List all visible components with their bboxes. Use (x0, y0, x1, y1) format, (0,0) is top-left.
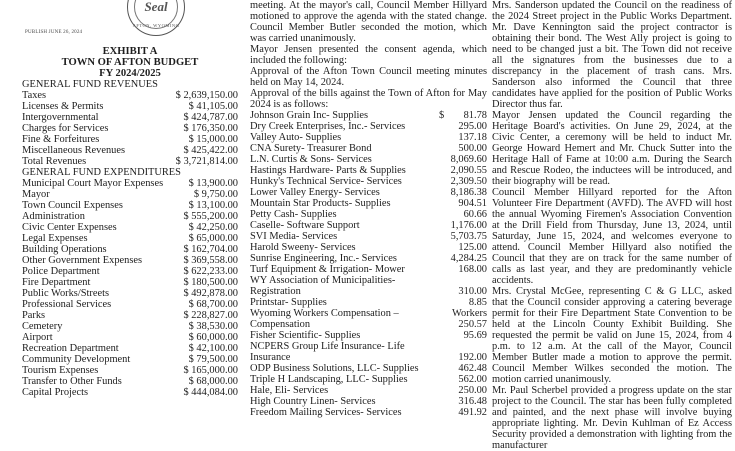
line-item-amount: $ 492,878.00 (183, 288, 238, 299)
line-item-label: Town Council Expenses (22, 200, 123, 211)
bill-amount: 491.92 (458, 407, 487, 418)
line-item-amount: $ 622,233.00 (183, 266, 238, 277)
paragraph: Council Member Hillyard reported for the Afton Volunteer Fire Department (AVFD). The AVFD will host the annual Wyoming Firemen's Association Convention at the Drill Field from Thursday, June 13, 2024, until Saturday, June 15, 2024, and welcomes everyone to attend. Council Member Hillyard also notified the Council that they are on track for the same number of calls as last year, and they are predominantly vehicle accidents. (492, 187, 732, 286)
bill-row (250, 143, 487, 154)
bill-payee: Hastings Hardware- Parts & Supplies (250, 165, 406, 176)
line-item-label: Taxes (22, 90, 47, 101)
bill-payee: Mountain Star Products- Supplies (250, 198, 391, 209)
line-item-amount: $ 42,100.00 (188, 343, 238, 354)
line-item-amount: $ 13,100.00 (188, 200, 238, 211)
budget-row (22, 299, 238, 310)
line-item-label: Total Revenues (22, 156, 87, 167)
bill-row (250, 308, 487, 319)
line-item-amount: $ 68,700.00 (188, 299, 238, 310)
line-item-amount: $ 42,250.00 (188, 222, 238, 233)
bill-row (250, 176, 487, 187)
fiscal-year: FY 2024/2025 (99, 68, 161, 79)
bill-row (250, 319, 487, 330)
bill-amount: 562.00 (458, 374, 487, 385)
line-item-amount: $ 2,639,150.00 (175, 90, 238, 101)
bill-row (250, 220, 487, 231)
bill-payee: SVI Media- Services (250, 231, 338, 242)
bill-payee: Lower Valley Energy- Services (250, 187, 380, 198)
paragraph: Approval of the Afton Town Council meeting minutes held on May 14, 2024. (250, 66, 487, 88)
exhibit-title: EXHIBIT A (102, 46, 158, 57)
bill-payee: Johnson Grain Inc- Supplies (250, 110, 369, 121)
budget-row (22, 244, 238, 255)
bill-row (250, 209, 487, 220)
bill-payee: Turf Equipment & Irrigation- Mower (250, 264, 405, 275)
budget-row (22, 288, 238, 299)
bill-row (250, 297, 487, 308)
line-item-label: Community Development (22, 354, 131, 365)
budget-row (22, 211, 238, 222)
line-item-amount: $ 41,105.00 (188, 101, 238, 112)
line-item-label: Recreation Department (22, 343, 119, 354)
bill-payee: High Country Linen- Services (250, 396, 376, 407)
budget-row (22, 156, 238, 167)
line-item-label: Cemetery (22, 321, 63, 332)
bill-payee: Compensation (250, 319, 311, 330)
bill-payee: Caselle- Software Support (250, 220, 360, 231)
bill-payee: Harold Sweeny- Services (250, 242, 356, 253)
paragraph: meeting. At the mayor's call, Council Member Hillyard motioned to approve the agenda with the stated change. Council Member Butler seconded the motion, which was carried unanimously. (250, 0, 487, 44)
line-item-amount: $ 68,000.00 (188, 376, 238, 387)
bill-amount: 95.69 (463, 330, 487, 341)
line-item-amount: $ 65,000.00 (188, 233, 238, 244)
line-item-amount: $ 176,350.00 (183, 123, 238, 134)
bill-amount: 5,703.75 (450, 231, 487, 242)
budget-row (22, 310, 238, 321)
bill-amount: 125.00 (458, 242, 487, 253)
line-item-amount: $ 369,558.00 (183, 255, 238, 266)
bill-row (250, 154, 487, 165)
paragraph: Mayor Jensen updated the Council regarding the Heritage Board's activities. On June 29, 2024, at the Civic Center, a ceremony will be held to induct Mr. George Howard Hemert and Mr. Chuck Sutter into the Heritage Hall of Fame at 10:00 a.m. During the Search and Rescue Rodeo, the inductees will be introduced, and their biography will be read. (492, 110, 732, 187)
bill-amount: 137.18 (458, 132, 487, 143)
bill-row (250, 132, 487, 143)
line-item-amount: $ 60,000.00 (188, 332, 238, 343)
bill-amount: 250.57 (458, 319, 487, 330)
budget-row (22, 343, 238, 354)
bill-amount: 316.48 (458, 396, 487, 407)
budget-row (22, 266, 238, 277)
publish-date: PUBLISH JUNE 26, 2024 (25, 30, 83, 35)
budget-row (22, 222, 238, 233)
bill-payee: ODP Business Solutions, LLC- Supplies (250, 363, 419, 374)
budget-table (22, 79, 238, 398)
bill-row (250, 374, 487, 385)
paragraph: Approval of the bills against the Town of Afton for May 2024 is as follows: (250, 88, 487, 110)
line-item-amount: $ 424,787.00 (183, 112, 238, 123)
budget-row (22, 233, 238, 244)
line-item-amount: $ 38,530.00 (188, 321, 238, 332)
bill-row (250, 110, 487, 121)
bill-payee: NCPERS Group Life Insurance- Life Insurance (250, 341, 405, 363)
budget-row (22, 376, 238, 387)
bill-amount: 2,090.55 (450, 165, 487, 176)
line-item-amount: $ 444,084.00 (183, 387, 238, 398)
line-item-amount: $ 3,721,814.00 (175, 156, 238, 167)
budget-row (22, 387, 238, 398)
bill-row (250, 231, 487, 242)
bill-payee: Dry Creek Enterprises, Inc.- Services (250, 121, 406, 132)
line-item-label: Miscellaneous Revenues (22, 145, 126, 156)
budget-row (22, 90, 238, 101)
bill-payee: Freedom Mailing Services- Services (250, 407, 402, 418)
bill-amount: 60.66 (463, 209, 487, 220)
line-item-label: Other Government Expenses (22, 255, 143, 266)
line-item-amount: $ 228,827.00 (183, 310, 238, 321)
line-item-amount: $ 555,200.00 (183, 211, 238, 222)
line-item-label: Civic Center Expenses (22, 222, 117, 233)
minutes-column-3 (492, 0, 732, 451)
budget-row (22, 112, 238, 123)
bill-amount: 4,284.25 (450, 253, 487, 264)
bill-row (250, 253, 487, 264)
bill-amount: 1,176.00 (450, 220, 487, 231)
bill-amount: 8,069.60 (450, 154, 487, 165)
paragraph: Mayor Jensen presented the consent agenda, which included the following: (250, 44, 487, 66)
bill-row (250, 330, 487, 341)
bill-payee: Triple H Landscaping, LLC- Supplies (250, 374, 408, 385)
line-item-label: Capital Projects (22, 387, 89, 398)
bill-row (250, 165, 487, 176)
bill-amount: 250.00 (458, 385, 487, 396)
budget-row (22, 200, 238, 211)
line-item-amount: $ 165,000.00 (183, 365, 238, 376)
bill-amount: 462.48 (458, 363, 487, 374)
bill-payee: Hunky's Technical Service- Services (250, 176, 402, 187)
bill-row (250, 385, 487, 396)
bill-row (250, 187, 487, 198)
budget-row (22, 365, 238, 376)
bill-amount: 8.85 (468, 297, 487, 308)
budget-row (22, 123, 238, 134)
bill-payee: Petty Cash- Supplies (250, 209, 337, 220)
expenditures-heading: GENERAL FUND EXPENDITURES (22, 167, 181, 178)
budget-row (22, 134, 238, 145)
bill-payee: CNA Surety- Treasurer Bond (250, 143, 372, 154)
bill-amount: 8,186.38 (450, 187, 487, 198)
bill-amount: 500.00 (458, 143, 487, 154)
line-item-label: Licenses & Permits (22, 101, 104, 112)
line-item-label: Tourism Expenses (22, 365, 99, 376)
revenues-heading: GENERAL FUND REVENUES (22, 79, 158, 90)
line-item-amount: $ 9,750.00 (193, 189, 238, 200)
bill-row (250, 396, 487, 407)
line-item-label: Police Department (22, 266, 100, 277)
budget-row (22, 321, 238, 332)
bill-amount: 295.00 (458, 121, 487, 132)
bill-amount: 192.00 (458, 352, 487, 363)
bill-payee: Fisher Scientific- Supplies (250, 330, 361, 341)
dollar-sign: $ (439, 110, 445, 121)
budget-row (22, 332, 238, 343)
bill-payee: WY Association of Municipalities- Registration (250, 275, 396, 297)
bill-row (250, 242, 487, 253)
line-item-label: Fine & Forfeitures (22, 134, 100, 145)
budget-row (22, 145, 238, 156)
line-item-amount: $ 79,500.00 (188, 354, 238, 365)
line-item-label: Building Operations (22, 244, 107, 255)
bill-payee: Printstar- Supplies (250, 297, 327, 308)
line-item-label: Administration (22, 211, 85, 222)
bill-row (250, 198, 487, 209)
line-item-label: Legal Expenses (22, 233, 88, 244)
bill-amount: Workers (452, 308, 487, 319)
bills-list (250, 110, 487, 418)
line-item-label: Mayor (22, 189, 50, 200)
town-seal: Seal AFTON, WYOMING (127, 0, 185, 36)
line-item-label: Intergovernmental (22, 112, 99, 123)
paragraph: Mrs. Crystal McGee, representing C & G LLC, asked that the Council consider approving a catering beverage permit for their Fire Department State Convention to be held at the Lincoln County Exhibit Building. She requested the permit be valid on June 15, 2024, from 4 p.m. to 12 a.m. At the call of the Mayor, Council Member Butler made a motion to approve the permit. Council Member Wilkes seconded the motion. The motion carried unanimously. (492, 286, 732, 385)
minutes-column-2 (250, 0, 487, 418)
bill-row (250, 407, 487, 418)
line-item-label: Parks (22, 310, 46, 321)
budget-row (22, 354, 238, 365)
bill-row (250, 363, 487, 374)
line-item-label: Public Works/Streets (22, 288, 110, 299)
line-item-label: Airport (22, 332, 53, 343)
bill-payee: Sunrise Engineering, Inc.- Services (250, 253, 397, 264)
line-item-label: Fire Department (22, 277, 91, 288)
line-item-label: Charges for Services (22, 123, 109, 134)
bill-row (250, 264, 487, 275)
bill-payee: L.N. Curtis & Sons- Services (250, 154, 372, 165)
bill-payee: Valley Auto- Supplies (250, 132, 342, 143)
budget-row (22, 189, 238, 200)
line-item-label: Transfer to Other Funds (22, 376, 122, 387)
budget-row (22, 277, 238, 288)
bill-row (250, 121, 487, 132)
line-item-amount: $ 180,500.00 (183, 277, 238, 288)
line-item-amount: $ 15,000.00 (188, 134, 238, 145)
line-item-label: Professional Services (22, 299, 112, 310)
paragraph: Mr. Paul Scherbel provided a progress update on the star project to the Council. The star has been fully completed and painted, and the next phase will involve buying appropriate lighting. Mr. Devin Kuhlman of Ez Access Security provided a demonstration with lighting from the manufacturer (492, 385, 732, 451)
budget-title: TOWN OF AFTON BUDGET (61, 57, 199, 68)
budget-row (22, 178, 238, 189)
bill-amount: 904.51 (458, 198, 487, 209)
bill-amount: 2,309.50 (450, 176, 487, 187)
bill-amount: 81.78 (463, 110, 487, 121)
bill-payee: Hale, Eli- Services (250, 385, 329, 396)
line-item-amount: $ 162,704.00 (183, 244, 238, 255)
line-item-amount: $ 13,900.00 (188, 178, 238, 189)
bill-amount: 168.00 (458, 264, 487, 275)
bill-amount: 310.00 (458, 286, 487, 297)
bill-row (250, 275, 487, 297)
paragraph: Mrs. Sanderson updated the Council on the readiness of the 2024 Street project in the Public Works Department. Mr. Dave Kennington said the project contractor is obtaining their bond. The West Ally project is going to need to be changed just a bit. The Town did not receive all the signatures from the businesses due to a discrepancy in the placement of trash cans. Mrs. Sanderson also informed the Council that three candidates have applied for the position of Public Works Director thus far. (492, 0, 732, 110)
budget-row (22, 255, 238, 266)
bill-row (250, 341, 487, 363)
line-item-amount: $ 425,422.00 (183, 145, 238, 156)
budget-row (22, 101, 238, 112)
bill-payee: Wyoming Workers Compensation – (250, 308, 399, 319)
line-item-label: Municipal Court Mayor Expenses (22, 178, 164, 189)
